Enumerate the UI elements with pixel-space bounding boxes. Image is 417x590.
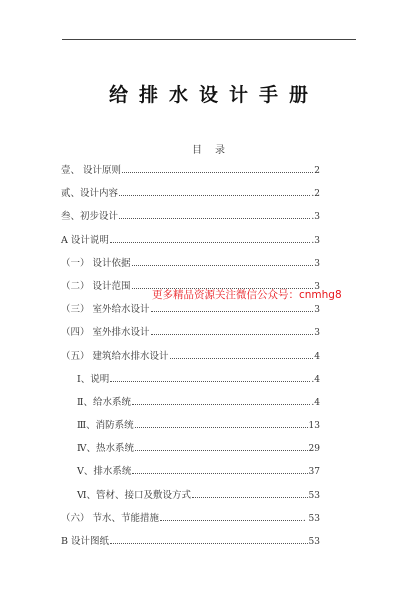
toc-leader-dots bbox=[119, 213, 310, 219]
toc-leader-dots bbox=[151, 329, 314, 335]
watermark-text: 更多精品资源关注微信公众号：cnmhg8 bbox=[152, 289, 342, 301]
toc-leader-dots bbox=[122, 167, 313, 173]
toc-entry[interactable] bbox=[61, 487, 320, 510]
toc-entry-label: 叁、初步设计 bbox=[61, 211, 119, 223]
toc-entry[interactable] bbox=[61, 208, 320, 231]
toc-leader-dots bbox=[170, 352, 314, 358]
toc-entry[interactable] bbox=[61, 232, 320, 255]
toc-entry-label: （一） 设计依据 bbox=[61, 257, 131, 269]
toc-entry-label: Ⅲ、消防系统 bbox=[77, 420, 134, 432]
toc-entry[interactable] bbox=[61, 162, 320, 185]
toc-entry-label: A 设计说明 bbox=[61, 234, 109, 246]
toc-entry[interactable] bbox=[61, 394, 320, 417]
toc-entry[interactable] bbox=[61, 348, 320, 371]
toc-entry-label: （二） 设计范围 bbox=[61, 280, 131, 292]
toc-page-number: 3 bbox=[314, 328, 320, 339]
toc-leader-dots bbox=[119, 190, 310, 196]
toc-entry[interactable] bbox=[61, 533, 320, 556]
toc-page-number: 3 bbox=[314, 258, 320, 269]
toc-page-number: 4 bbox=[314, 351, 320, 362]
toc-entry-label: （四） 室外排水设计 bbox=[61, 327, 150, 339]
toc-page-number: .4 bbox=[311, 397, 320, 408]
toc-entry-label: Ⅳ、热水系统 bbox=[77, 443, 134, 455]
toc-page-number: . 53 bbox=[302, 513, 320, 524]
toc-leader-dots bbox=[110, 538, 308, 544]
toc-entry[interactable] bbox=[61, 417, 320, 440]
toc-entry-label: （五） 建筑给水排水设计 bbox=[61, 350, 169, 362]
toc-entry-label: （三） 室外给水设计 bbox=[61, 304, 150, 316]
toc-leader-dots bbox=[132, 399, 310, 405]
toc-entry-label: （六） 节水、节能措施 bbox=[61, 512, 160, 524]
toc-leader-dots bbox=[192, 491, 307, 497]
toc-page-number: 53 bbox=[308, 537, 320, 547]
toc-leader-dots bbox=[132, 260, 314, 266]
toc-entry-label: Ⅴ、排水系统 bbox=[77, 466, 132, 478]
toc-entry[interactable] bbox=[61, 324, 320, 347]
toc-entry[interactable] bbox=[61, 255, 320, 278]
toc-page-number: .4 bbox=[311, 374, 320, 385]
toc-page-number: .3 bbox=[311, 235, 320, 246]
toc-page-number: .2 bbox=[311, 189, 320, 200]
toc-leader-dots bbox=[160, 515, 302, 521]
toc-page-number: .3 bbox=[311, 212, 320, 223]
toc-entry-label: B 设计图纸 bbox=[61, 536, 110, 547]
toc-entry-label: Ⅵ、管材、接口及敷设方式 bbox=[77, 489, 192, 501]
document-title: 给排水设计手册 bbox=[108, 84, 319, 106]
toc-leader-dots bbox=[110, 236, 311, 242]
table-of-contents bbox=[61, 162, 320, 556]
toc-page-number: 3 bbox=[314, 281, 320, 292]
toc-leader-dots bbox=[110, 375, 310, 381]
toc-page-number: 53 bbox=[308, 490, 320, 501]
toc-page-number: 13 bbox=[308, 421, 320, 432]
toc-entry[interactable] bbox=[61, 510, 320, 533]
toc-page-number: 2 bbox=[314, 166, 320, 176]
toc-page-number: 3 bbox=[314, 305, 320, 316]
toc-entry[interactable] bbox=[61, 463, 320, 486]
top-rule bbox=[62, 39, 356, 40]
toc-entry[interactable] bbox=[61, 440, 320, 463]
toc-page-number: 37 bbox=[308, 467, 320, 478]
toc-entry[interactable] bbox=[61, 185, 320, 208]
toc-leader-dots bbox=[151, 306, 314, 312]
toc-heading: 目录 bbox=[192, 145, 238, 156]
toc-leader-dots bbox=[135, 445, 308, 451]
toc-entry-label: Ⅰ、说明 bbox=[77, 373, 110, 385]
toc-page-number: 29 bbox=[308, 444, 320, 455]
toc-entry[interactable] bbox=[61, 371, 320, 394]
toc-leader-dots bbox=[135, 422, 308, 428]
toc-entry[interactable] bbox=[61, 301, 320, 324]
toc-entry-label: 壹、 设计原则 bbox=[61, 165, 122, 176]
toc-entry-label: Ⅱ、给水系统 bbox=[77, 396, 131, 408]
toc-entry-label: 贰、设计内容 bbox=[61, 188, 119, 200]
toc-leader-dots bbox=[132, 468, 307, 474]
